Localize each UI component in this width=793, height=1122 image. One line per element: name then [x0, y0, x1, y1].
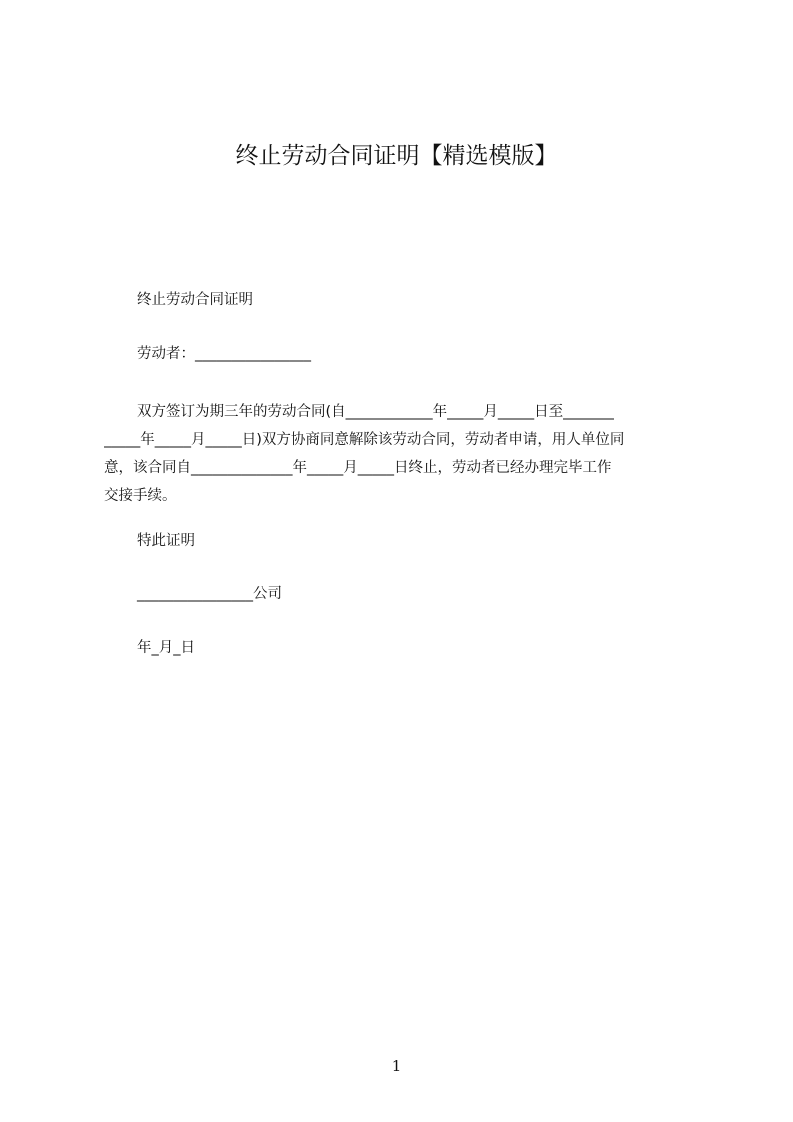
page-number: 1 — [391, 1057, 402, 1075]
date-line: 年_月_日 — [137, 640, 195, 656]
certify-text: 特此证明 — [137, 533, 195, 549]
body-line: 意，该合同自______________年_____月_____日终止，劳动者已经办理完毕工作 — [104, 460, 612, 476]
company-line: ________________公司 — [137, 586, 282, 602]
body-line: _____年_____月_____日)双方协商同意解除该劳动合同，劳动者申请，用人单位同 — [104, 432, 625, 448]
body-line: 交接手续。 — [104, 488, 177, 504]
body-line: 双方签订为期三年的劳动合同(自____________年_____月_____日至_______ — [137, 404, 614, 420]
worker-line: 劳动者：________________ — [137, 346, 311, 362]
document-title: 终止劳动合同证明【精选模版】 — [235, 143, 558, 169]
document-heading: 终止劳动合同证明 — [137, 292, 253, 308]
body-paragraph — [104, 398, 700, 510]
